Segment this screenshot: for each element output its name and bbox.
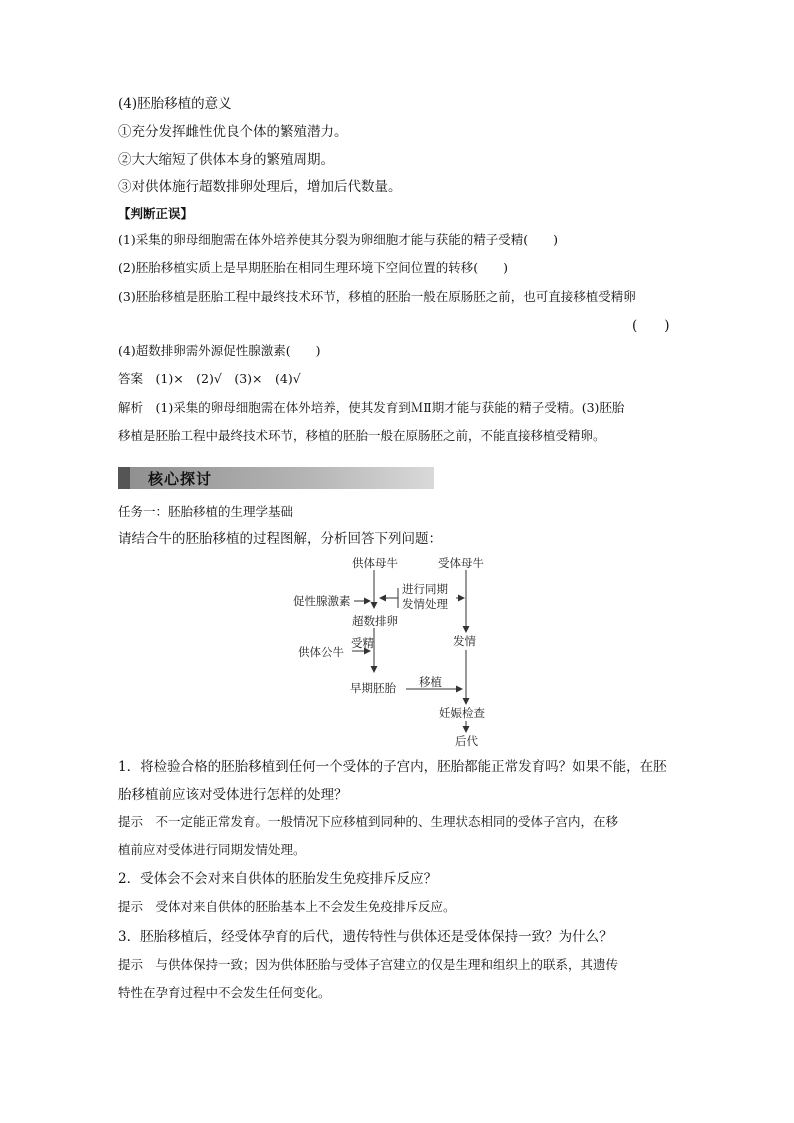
- task-intro: 请结合牛的胚胎移植的过程图解，分析回答下列问题：: [118, 531, 442, 547]
- hint-1-line-2: 植前应对受体进行同期发情处理。: [118, 842, 306, 857]
- question-1-line-2: 胎移植前应该对受体进行怎样的处理？: [118, 787, 348, 803]
- judge-answer: 答案 (1)× (2)√ (3)× (4)√: [118, 371, 301, 386]
- significance-item-3: ③对供体施行超数排卵处理后，增加后代数量。: [118, 179, 402, 195]
- label-transfer: 移植: [419, 675, 442, 689]
- label-superovulation: 超数排卵: [352, 614, 398, 628]
- hint-2-line-1: 提示 受体对来自供体的胚胎基本上不会发生免疫排斥反应。: [118, 899, 456, 914]
- label-pregnancy-check: 妊娠检查: [439, 706, 485, 720]
- label-donor-cow: 供体母牛: [352, 556, 398, 570]
- judge-item-1: (1)采集的卵母细胞需在体外培养使其分裂为卵细胞才能与获能的精子受精( ): [118, 232, 558, 247]
- label-hormone: 促性腺激素: [293, 594, 351, 608]
- label-fertilize: 受精: [351, 636, 374, 650]
- question-3-line-1: 3．胚胎移植后，经受体孕育的后代，遗传特性与供体还是受体保持一致？为什么？: [118, 929, 613, 945]
- significance-item-2: ②大大缩短了供体本身的繁殖周期。: [118, 152, 334, 168]
- hint-3-line-1: 提示 与供体保持一致；因为供体胚胎与受体子宫建立的仅是生理和组织上的联系，其遗传: [118, 957, 619, 972]
- significance-item-1: ①充分发挥雌性优良个体的繁殖潜力。: [118, 124, 348, 140]
- label-estrus: 发情: [453, 634, 476, 648]
- question-1-line-1: 1．将检验合格的胚胎移植到任何一个受体的子宫内，胚胎都能正常发育吗？如果不能，在胚: [118, 759, 667, 775]
- judge-item-4: (4)超数排卵需外源促性腺激素( ): [118, 343, 321, 358]
- judge-item-2: (2)胚胎移植实质上是早期胚胎在相同生理环境下空间位置的转移( ): [118, 260, 508, 275]
- hint-1-line-1: 提示 不一定能正常发育。一般情况下应移植到同种的、生理状态相同的受体子宫内，在移: [118, 814, 619, 829]
- judge-analysis-2: 移植是胚胎工程中最终技术环节，移植的胚胎一般在原肠胚之前，不能直接移植受精卵。: [118, 428, 606, 443]
- judge-label: 【判断正误】: [118, 206, 194, 221]
- judge-item-3: (3)胚胎移植是胚胎工程中最终技术环节，移植的胚胎一般在原肠胚之前，也可直接移植受精卵: [118, 289, 636, 304]
- task-title: 任务一：胚胎移植的生理学基础: [118, 504, 294, 519]
- label-early-embryo: 早期胚胎: [350, 681, 396, 695]
- hint-3-line-2: 特性在孕育过程中不会发生任何变化。: [118, 985, 331, 1000]
- label-sync-1: 进行同期: [402, 582, 448, 596]
- label-donor-bull: 供体公牛: [298, 645, 344, 659]
- question-2-line-1: 2．受体会不会对来自供体的胚胎发生免疫排斥反应？: [118, 871, 438, 887]
- label-recipient-cow: 受体母牛: [438, 556, 484, 570]
- judge-analysis-1: 解析 (1)采集的卵母细胞需在体外培养，使其发育到ＭⅡ期才能与获能的精子受精。(3)胚胎: [118, 400, 625, 415]
- label-offspring: 后代: [455, 734, 478, 748]
- label-sync-2: 发情处理: [402, 597, 448, 611]
- judge-item-3-bracket: ( ): [632, 318, 670, 334]
- section-title: 核心探讨: [148, 470, 213, 488]
- significance-heading: (4)胚胎移植的意义: [118, 96, 232, 112]
